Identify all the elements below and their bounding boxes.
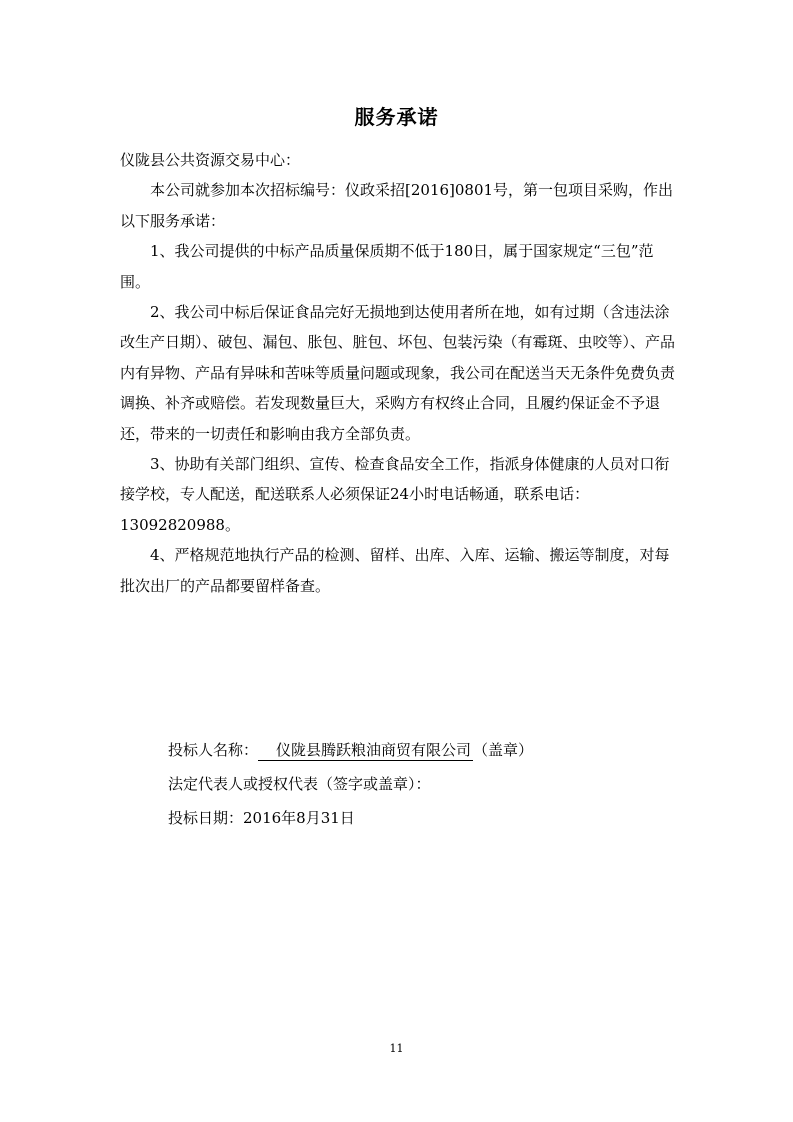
intro-paragraph: 本公司就参加本次招标编号：仪政采招[2016]0801号，第一包项目采购，作出以下服务承诺：	[120, 181, 674, 230]
commitment-item-1: 1、我公司提供的中标产品质量保质期不低于180日，属于国家规定“三包”范围。	[120, 242, 654, 291]
date-line: 投标日期：2016年8月31日	[168, 809, 355, 827]
page-title: 服务承诺	[354, 105, 439, 129]
document-body	[120, 145, 680, 601]
seal-note: （盖章）	[473, 741, 534, 759]
bidder-line	[168, 733, 533, 767]
commitment-item-3: 3、协助有关部门组织、宣传、检查食品安全工作，指派身体健康的人员对口衔接学校，专人配送，配送联系人必须保证24小时电话畅通，联系电话：13092820988。	[120, 455, 670, 534]
representative-line: 法定代表人或授权代表（签字或盖章）：	[168, 775, 431, 793]
bidder-label: 投标人名称：	[168, 741, 259, 759]
bidder-name: 仪陇县腾跃粮油商贸有限公司	[258, 740, 473, 761]
page-number: 11	[389, 1042, 404, 1055]
recipient: 仪陇县公共资源交易中心：	[120, 151, 301, 169]
commitment-item-4: 4、严格规范地执行产品的检测、留样、出库、入库、运输、搬运等制度，对每批次出厂的产品都要留样备查。	[120, 546, 670, 595]
commitment-item-2: 2、我公司中标后保证食品完好无损地到达使用者所在地，如有过期（含违法涂改生产日期）、破包、漏包、胀包、脏包、坏包、包装污染（有霉斑、虫咬等）、产品内有异物、产品有异味和苦味等质量问题或现象，我公司在配送当天无条件免费负责调换、补齐或赔偿。若发现数量巨大，采购方有权终止合同，且履约保证金不予退还，带来的一切责任和影响由我方全部负责。	[120, 303, 676, 443]
signature-block	[168, 733, 533, 835]
